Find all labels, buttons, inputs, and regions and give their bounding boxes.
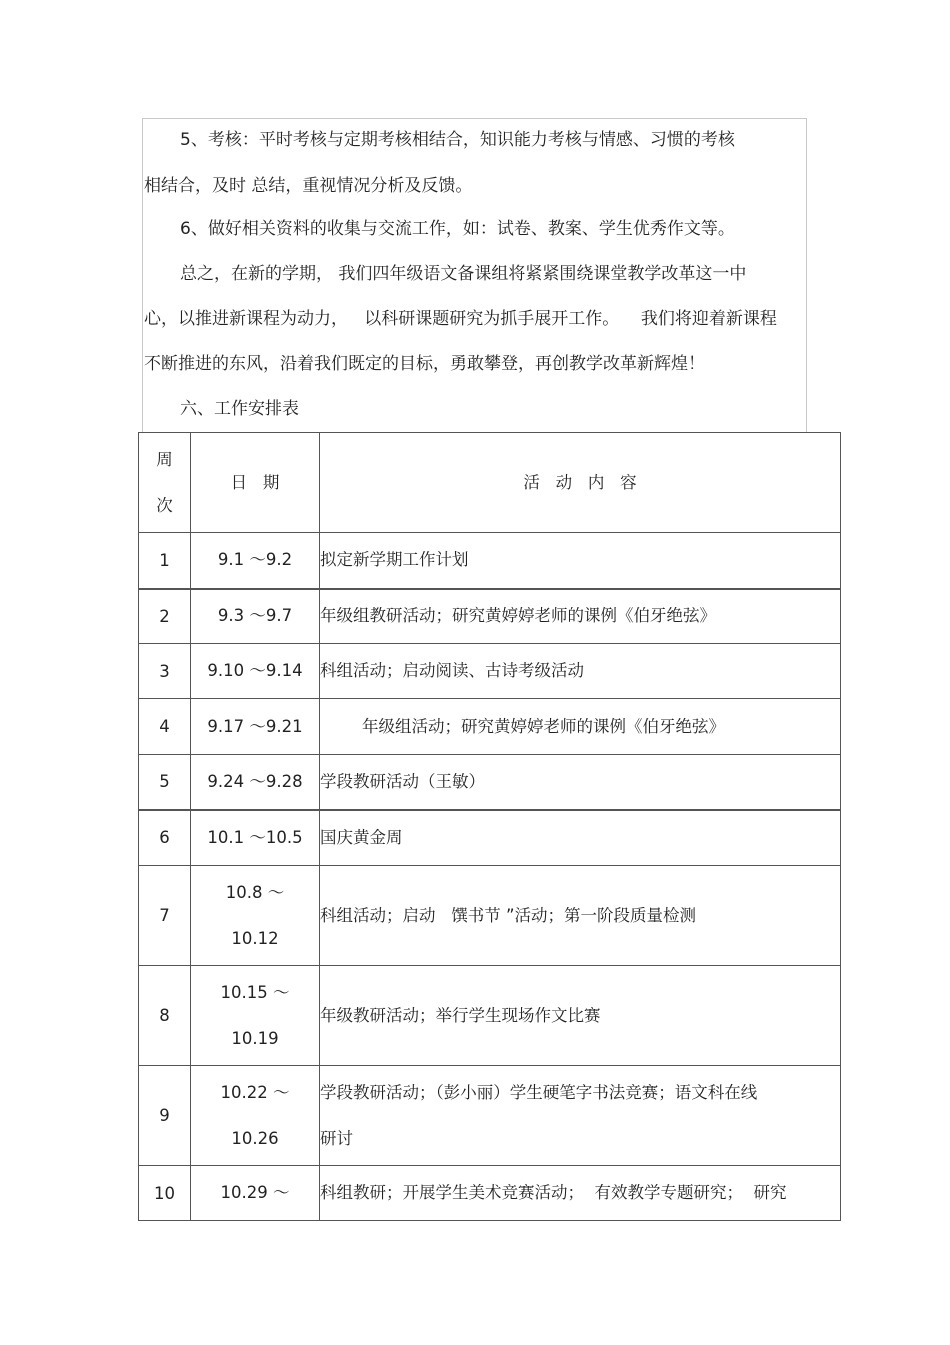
row-date: 10.1 ～10.5 bbox=[191, 810, 320, 866]
row-date-line1: 10.22 ～ bbox=[220, 1082, 290, 1102]
header-date: 日 期 bbox=[191, 433, 320, 533]
row-activity: 年级组活动；研究黄婷婷老师的课例《伯牙绝弦》 bbox=[320, 699, 841, 755]
paragraph-assessment-line2: 相结合，及时 总结，重视情况分析及反馈。 bbox=[144, 176, 473, 196]
row-date bbox=[191, 866, 320, 966]
row-activity bbox=[320, 1066, 841, 1166]
row-date-line1: 10.15 ～ bbox=[220, 982, 290, 1002]
row-week: 7 bbox=[139, 866, 191, 966]
table-header-row bbox=[139, 433, 841, 533]
paragraph-assessment-line1: 5、考核：平时考核与定期考核相结合，知识能力考核与情感、习惯的考核 bbox=[180, 130, 735, 150]
row-date: 9.17 ～9.21 bbox=[191, 699, 320, 755]
table-row bbox=[139, 755, 841, 810]
row-week: 1 bbox=[139, 533, 191, 589]
row-activity: 科组教研；开展学生美术竞赛活动； 有效教学专题研究； 研究 bbox=[320, 1166, 841, 1221]
header-week bbox=[139, 433, 191, 533]
table-row bbox=[139, 533, 841, 589]
table-row bbox=[139, 810, 841, 866]
header-week-2: 次 bbox=[156, 495, 173, 515]
paragraph-summary-line2: 心，以推进新课程为动力， 以科研课题研究为抓手展开工作。 我们将迎着新课程 bbox=[144, 309, 777, 329]
row-date-line2: 10.26 bbox=[231, 1128, 279, 1148]
table-row bbox=[139, 1166, 841, 1221]
row-date: 9.10 ～9.14 bbox=[191, 644, 320, 699]
table-row bbox=[139, 966, 841, 1066]
row-activity: 国庆黄金周 bbox=[320, 810, 841, 866]
row-week: 8 bbox=[139, 966, 191, 1066]
section-heading-schedule: 六、工作安排表 bbox=[180, 399, 299, 419]
row-date: 9.1 ～9.2 bbox=[191, 533, 320, 589]
row-activity-line2: 研讨 bbox=[320, 1128, 353, 1148]
row-week: 4 bbox=[139, 699, 191, 755]
row-week: 10 bbox=[139, 1166, 191, 1221]
row-date-line1: 10.8 ～ bbox=[225, 882, 285, 902]
row-activity: 年级组教研活动；研究黄婷婷老师的课例《伯牙绝弦》 bbox=[320, 589, 841, 644]
table-row bbox=[139, 699, 841, 755]
row-week: 3 bbox=[139, 644, 191, 699]
table-row bbox=[139, 866, 841, 966]
paragraph-summary-line3: 不断推进的东风，沿着我们既定的目标，勇敢攀登，再创教学改革新辉煌！ bbox=[144, 354, 705, 374]
row-date: 9.3 ～9.7 bbox=[191, 589, 320, 644]
paragraph-materials: 6、做好相关资料的收集与交流工作，如：试卷、教案、学生优秀作文等。 bbox=[180, 219, 735, 239]
row-date: 9.24 ～9.28 bbox=[191, 755, 320, 810]
row-date bbox=[191, 1066, 320, 1166]
row-week: 2 bbox=[139, 589, 191, 644]
row-activity: 科组活动；启动 馔书节 ”活动；第一阶段质量检测 bbox=[320, 866, 841, 966]
schedule-table bbox=[138, 432, 841, 1221]
row-week: 5 bbox=[139, 755, 191, 810]
row-activity: 年级教研活动；举行学生现场作文比赛 bbox=[320, 966, 841, 1066]
header-activity: 活 动 内 容 bbox=[320, 433, 841, 533]
table-row bbox=[139, 644, 841, 699]
row-activity: 拟定新学期工作计划 bbox=[320, 533, 841, 589]
row-activity: 学段教研活动（王敏） bbox=[320, 755, 841, 810]
table-row bbox=[139, 589, 841, 644]
table-row bbox=[139, 1066, 841, 1166]
row-week: 6 bbox=[139, 810, 191, 866]
row-activity: 科组活动；启动阅读、古诗考级活动 bbox=[320, 644, 841, 699]
row-week: 9 bbox=[139, 1066, 191, 1166]
header-week-1: 周 bbox=[156, 449, 173, 469]
row-activity-line1: 学段教研活动；（彭小丽）学生硬笔字书法竞赛；语文科在线 bbox=[320, 1082, 758, 1102]
row-date-line2: 10.19 bbox=[231, 1028, 279, 1048]
paragraph-summary-line1: 总之，在新的学期， 我们四年级语文备课组将紧紧围绕课堂教学改革这一中 bbox=[180, 264, 747, 284]
row-date: 10.29 ～ bbox=[191, 1166, 320, 1221]
row-date-line2: 10.12 bbox=[231, 928, 279, 948]
row-date bbox=[191, 966, 320, 1066]
